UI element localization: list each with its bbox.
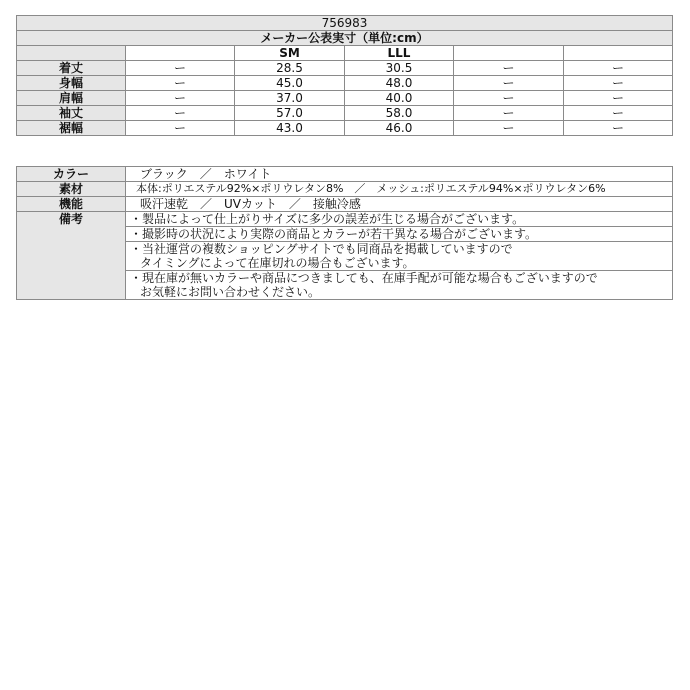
table-cell: ー bbox=[454, 76, 564, 91]
table-cell: 48.0 bbox=[345, 76, 454, 91]
spec-row-function bbox=[17, 197, 673, 212]
note-text: ・製品によって仕上がりサイズに多少の誤差が生じる場合がございます。 bbox=[130, 212, 525, 226]
notes-label: 備考 bbox=[17, 212, 126, 300]
table-cell: 57.0 bbox=[235, 106, 345, 121]
size-header-lll: LLL bbox=[345, 46, 454, 61]
size-header-sm: SM bbox=[235, 46, 345, 61]
table-cell: 37.0 bbox=[235, 91, 345, 106]
spec-row-color bbox=[17, 167, 673, 182]
spec-row-material bbox=[17, 182, 673, 197]
table-cell: 46.0 bbox=[345, 121, 454, 136]
table-cell: ー bbox=[454, 91, 564, 106]
note-item bbox=[126, 212, 672, 227]
table-cell: ー bbox=[126, 106, 235, 121]
table-cell: ー bbox=[126, 61, 235, 76]
table-cell: ー bbox=[454, 121, 564, 136]
size-header-cell bbox=[126, 46, 235, 61]
note-item bbox=[126, 271, 672, 299]
spec-table bbox=[16, 166, 673, 300]
table-row bbox=[17, 61, 673, 76]
table-row bbox=[17, 91, 673, 106]
color-label: カラー bbox=[17, 167, 126, 182]
table-row bbox=[17, 121, 673, 136]
table-cell: 45.0 bbox=[235, 76, 345, 91]
size-table bbox=[16, 15, 673, 136]
note-text: ・当社運営の複数ショッピングサイトでも同商品を掲載していますので bbox=[130, 242, 513, 256]
table-row bbox=[17, 106, 673, 121]
size-header-row bbox=[17, 46, 673, 61]
row-label: 身幅 bbox=[17, 76, 126, 91]
material-label: 素材 bbox=[17, 182, 126, 197]
table-cell: ー bbox=[126, 121, 235, 136]
row-label: 着丈 bbox=[17, 61, 126, 76]
table-cell: 28.5 bbox=[235, 61, 345, 76]
color-value: ブラック ／ ホワイト bbox=[126, 167, 673, 182]
table-cell: ー bbox=[564, 61, 673, 76]
product-code: 756983 bbox=[17, 16, 673, 31]
table-cell: ー bbox=[564, 121, 673, 136]
note-item bbox=[126, 242, 672, 271]
size-table-subtitle: メーカー公表実寸（単位:cm） bbox=[17, 31, 673, 46]
table-cell: ー bbox=[564, 106, 673, 121]
size-header-cell bbox=[454, 46, 564, 61]
spec-row-notes bbox=[17, 212, 673, 300]
note-text: ・撮影時の状況により実際の商品とカラーが若干異なる場合がございます。 bbox=[130, 227, 538, 241]
note-text: お気軽にお問い合わせください。 bbox=[140, 285, 321, 299]
material-value: 本体:ポリエステル92%×ポリウレタン8% ／ メッシュ:ポリエステル94%×ポリウレタン6% bbox=[126, 182, 673, 197]
note-text: ・現在庫が無いカラーや商品につきましても、在庫手配が可能な場合もございますので bbox=[130, 271, 598, 285]
table-cell: ー bbox=[564, 91, 673, 106]
table-row bbox=[17, 76, 673, 91]
table-cell: ー bbox=[564, 76, 673, 91]
row-label: 裾幅 bbox=[17, 121, 126, 136]
size-header-cell bbox=[564, 46, 673, 61]
note-item bbox=[126, 227, 672, 242]
table-cell: 58.0 bbox=[345, 106, 454, 121]
table-cell: ー bbox=[126, 76, 235, 91]
note-text: タイミングによって在庫切れの場合もございます。 bbox=[140, 256, 415, 270]
row-label: 肩幅 bbox=[17, 91, 126, 106]
row-label: 袖丈 bbox=[17, 106, 126, 121]
notes-value bbox=[126, 212, 673, 300]
size-header-cell bbox=[17, 46, 126, 61]
table-cell: ー bbox=[454, 61, 564, 76]
table-cell: 43.0 bbox=[235, 121, 345, 136]
table-cell: 40.0 bbox=[345, 91, 454, 106]
function-label: 機能 bbox=[17, 197, 126, 212]
table-cell: ー bbox=[454, 106, 564, 121]
table-cell: ー bbox=[126, 91, 235, 106]
function-value: 吸汗速乾 ／ UVカット ／ 接触冷感 bbox=[126, 197, 673, 212]
table-cell: 30.5 bbox=[345, 61, 454, 76]
